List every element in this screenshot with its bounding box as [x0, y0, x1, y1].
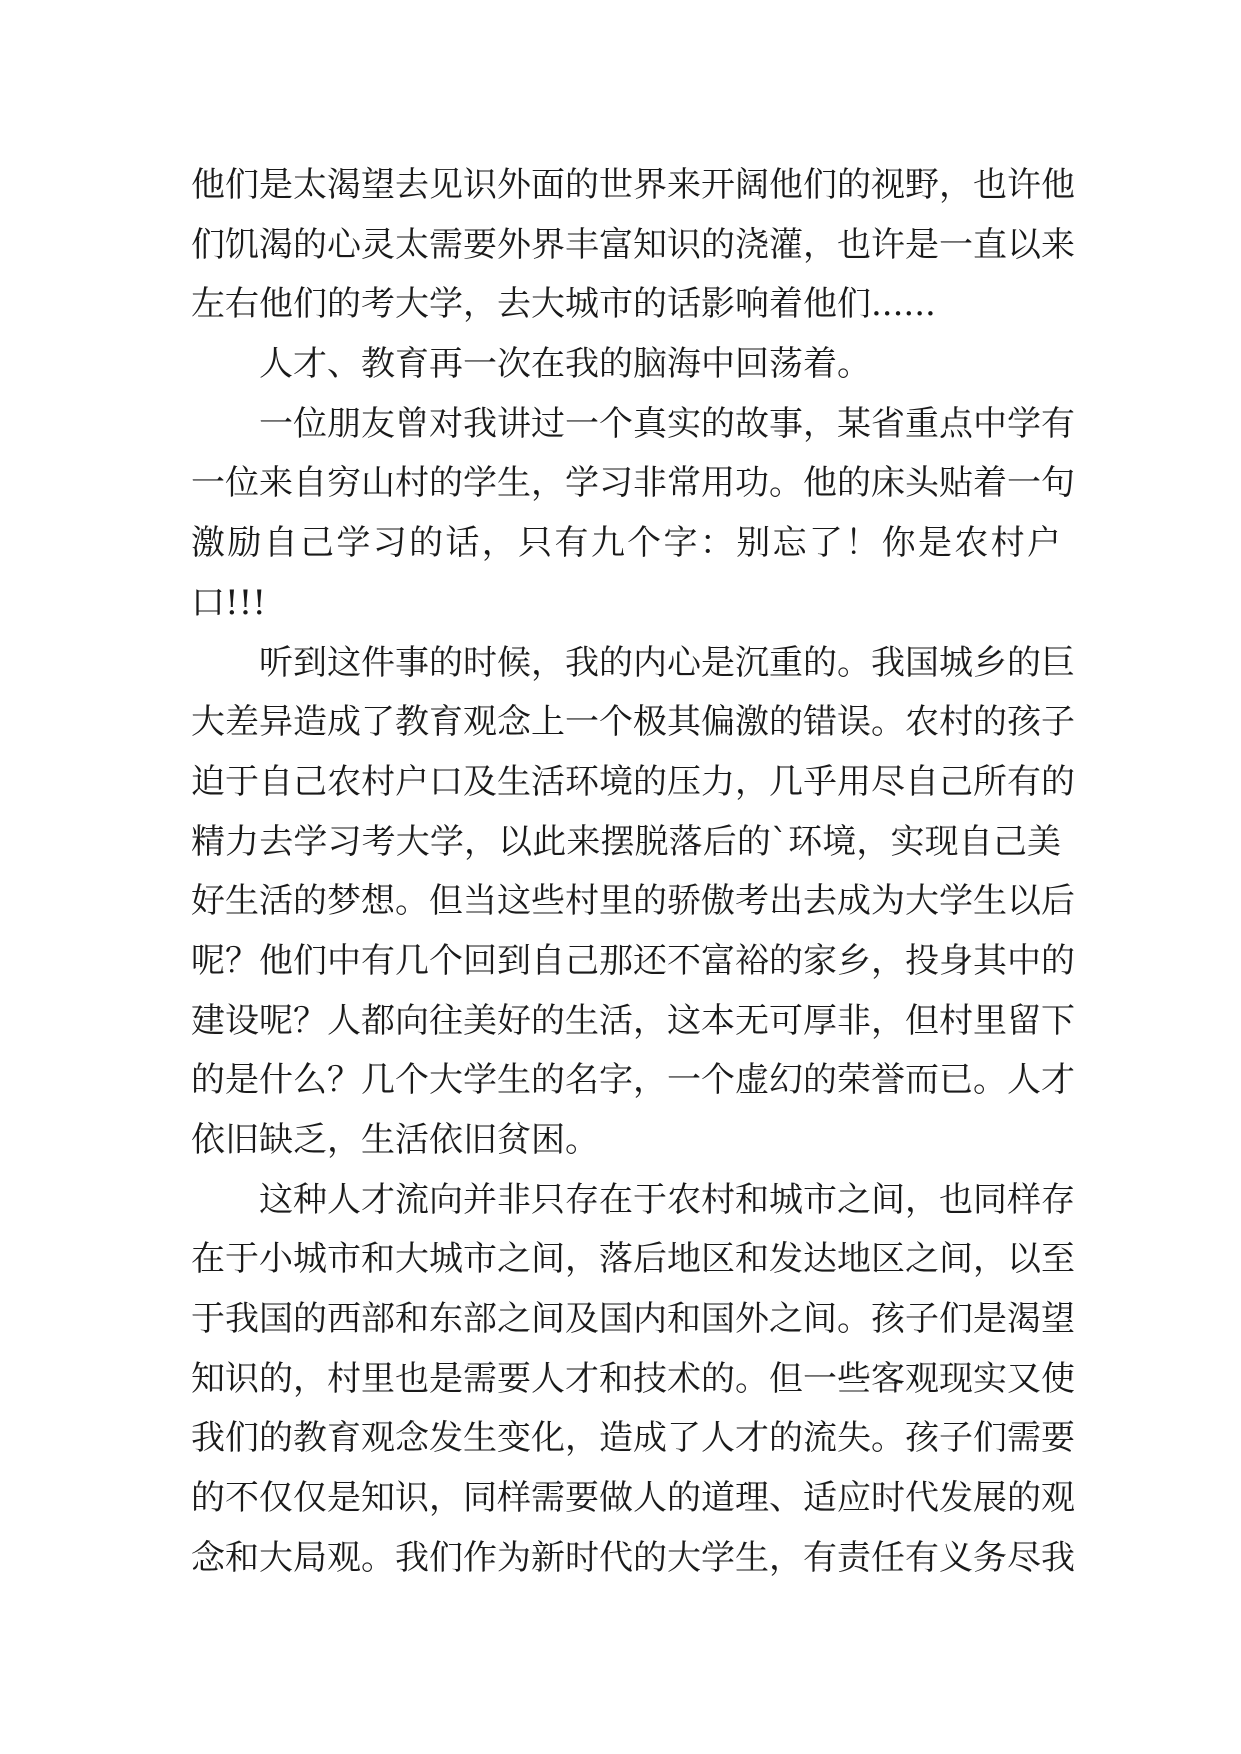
text-line: 口!!!: [191, 582, 266, 623]
text-line: 依旧缺乏，生活依旧贫困。: [191, 1120, 599, 1160]
text-line: 一位来自穷山村的学生，学习非常用功。他的床头贴着一句: [191, 463, 1075, 504]
text-line: 大差异造成了教育观念上一个极其偏激的错误。农村的孩子: [191, 702, 1075, 743]
text-line: 念和大局观。我们作为新时代的大学生，有责任有义务尽我: [191, 1537, 1075, 1578]
paragraph-first-line: 一位朋友曾对我讲过一个真实的故事，某省重点中学有: [259, 403, 1075, 444]
text-line: 的不仅仅是知识，同样需要做人的道理、适应时代发展的观: [191, 1478, 1075, 1519]
text-line: 精力去学习考大学，以此来摆脱落后的`环境，实现自己美: [191, 821, 1061, 862]
text-line: 的是什么？几个大学生的名字，一个虚幻的荣誉而已。人才: [191, 1060, 1075, 1101]
text-line: 建设呢？人都向往美好的生活，这本无可厚非，但村里留下: [191, 1000, 1075, 1041]
text-line: 好生活的梦想。但当这些村里的骄傲考出去成为大学生以后: [191, 881, 1075, 922]
body-text: [191, 156, 1075, 1589]
text-line: 知识的，村里也是需要人才和技术的。但一些客观现实又使: [191, 1358, 1075, 1399]
text-line: 于我国的西部和东部之间及国内和国外之间。孩子们是渴望: [191, 1299, 1075, 1340]
paragraph-first-line: 听到这件事的时候，我的内心是沉重的。我国城乡的巨: [259, 642, 1075, 683]
text-line: 在于小城市和大城市之间，落后地区和发达地区之间，以至: [191, 1239, 1075, 1280]
text-line: 迫于自己农村户口及生活环境的压力，几乎用尽自己所有的: [191, 761, 1075, 802]
paragraph-first-line: 这种人才流向并非只存在于农村和城市之间，也同样存: [259, 1179, 1075, 1220]
text-line: 左右他们的考大学，去大城市的话影响着他们......: [191, 284, 936, 325]
paragraph-first-line: 人才、教育再一次在我的脑海中回荡着。: [259, 344, 871, 385]
text-line: 他们是太渴望去见识外面的世界来开阔他们的视野，也许他: [191, 165, 1075, 205]
text-line: 们饥渴的心灵太需要外界丰富知识的浇灌，也许是一直以来: [191, 224, 1075, 265]
text-line: 呢？他们中有几个回到自己那还不富裕的家乡，投身其中的: [191, 940, 1075, 981]
text-line: 我们的教育观念发生变化，造成了人才的流失。孩子们需要: [191, 1418, 1075, 1459]
text-line: 激励自己学习的话，只有九个字：别忘了！你是农村户: [191, 523, 1061, 564]
